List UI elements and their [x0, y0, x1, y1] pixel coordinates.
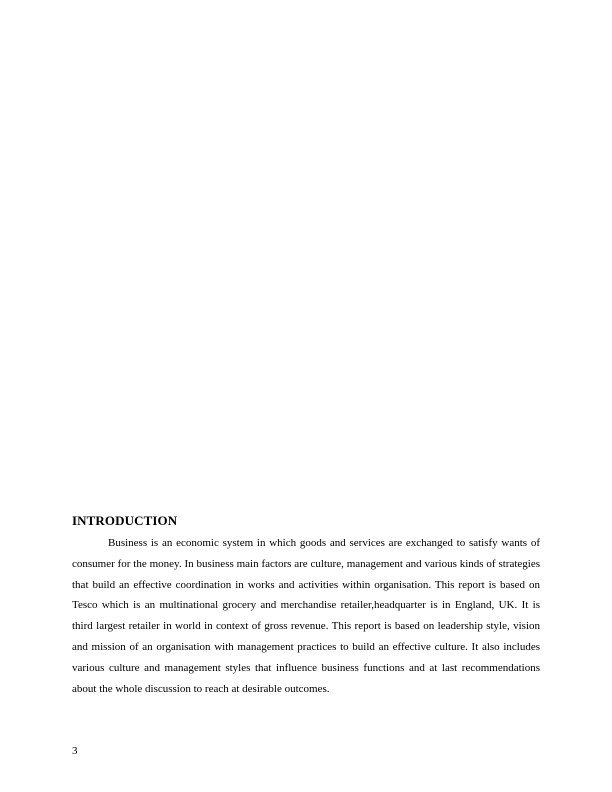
introduction-paragraph: Business is an economic system in which goods and services are exchanged to satisfy wants of consumer for the money. In business main factors are culture, management and various kinds of strategies that build an effective coordination in works and activities within organisation. This report is based on Tesco which is an multinational grocery and merchandise retailer,headquarter is in England, UK. It is third largest retailer in world in context of gross revenue. This report is based on leadership style, vision and mission of an organisation with management practices to build an effective culture. It also includes various culture and management styles that influence business functions and at last recommendations about the whole discussion to reach at desirable outcomes.	[72, 537, 540, 695]
section-heading: INTRODUCTION	[72, 513, 178, 528]
page-number: 3	[72, 745, 78, 757]
